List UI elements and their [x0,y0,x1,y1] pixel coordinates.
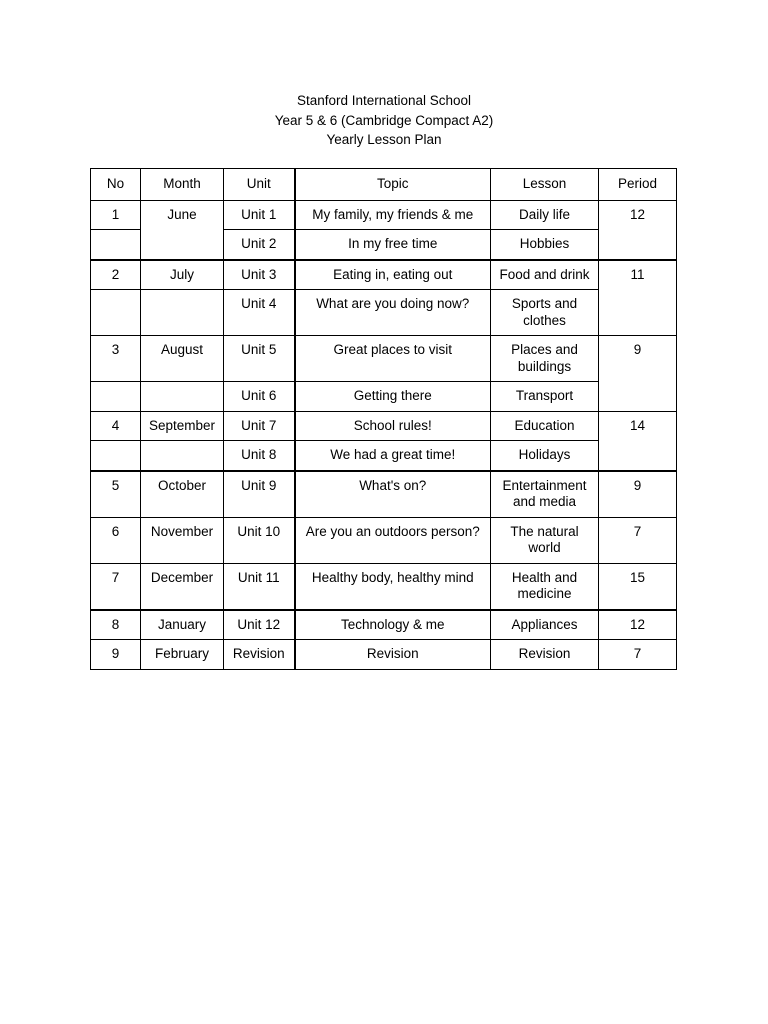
cell-period: 7 [599,640,677,670]
cell-month: July [141,260,224,290]
cell-period: 15 [599,563,677,610]
table-row [91,411,677,441]
cell-month [141,441,224,471]
cell-unit: Unit 1 [224,200,295,230]
cell-lesson: Revision [491,640,599,670]
cell-unit: Unit 10 [224,517,295,563]
cell-period: 14 [599,411,677,471]
header-period: Period [599,169,677,201]
table-row [91,517,677,563]
header-unit: Unit [224,169,295,201]
cell-no: 5 [91,471,141,518]
course-name: Year 5 & 6 (Cambridge Compact A2) [274,112,494,128]
cell-no: 8 [91,610,141,640]
cell-unit: Unit 2 [224,230,295,260]
cell-topic: In my free time [295,230,491,260]
cell-month: January [141,610,224,640]
cell-topic: What are you doing now? [295,290,491,336]
header-no: No [91,169,141,201]
lesson-plan-table [90,168,677,670]
table-row [91,563,677,610]
document-heading [0,91,768,150]
cell-month [141,290,224,336]
cell-unit: Unit 4 [224,290,295,336]
cell-period: 9 [599,471,677,518]
cell-unit: Unit 5 [224,336,295,382]
table-row [91,382,677,412]
cell-unit: Unit 11 [224,563,295,610]
cell-no [91,230,141,260]
cell-no: 1 [91,200,141,230]
cell-lesson: Hobbies [491,230,599,260]
cell-period: 12 [599,610,677,640]
cell-period: 12 [599,200,677,260]
cell-lesson: Holidays [491,441,599,471]
cell-unit: Unit 3 [224,260,295,290]
cell-lesson: The natural world [491,517,599,563]
cell-unit: Unit 7 [224,411,295,441]
cell-topic: School rules! [295,411,491,441]
school-name: Stanford International School [296,93,472,108]
cell-lesson: Daily life [491,200,599,230]
cell-unit: Unit 12 [224,610,295,640]
table-row [91,260,677,290]
cell-month: October [141,471,224,518]
cell-lesson: Sports and clothes [491,290,599,336]
table-row [91,290,677,336]
cell-topic: Getting there [295,382,491,412]
cell-period: 7 [599,517,677,563]
cell-topic: Eating in, eating out [295,260,491,290]
table-row [91,610,677,640]
cell-topic: Technology & me [295,610,491,640]
header-row [91,169,677,201]
cell-topic: Healthy body, healthy mind [295,563,491,610]
cell-unit: Unit 8 [224,441,295,471]
cell-month: November [141,517,224,563]
table-row [91,336,677,382]
header-month: Month [141,169,224,201]
cell-month: December [141,563,224,610]
header-topic: Topic [295,169,491,201]
table-row [91,640,677,670]
cell-lesson: Transport [491,382,599,412]
table-row [91,441,677,471]
cell-period: 9 [599,336,677,412]
cell-unit: Unit 6 [224,382,295,412]
cell-no: 9 [91,640,141,670]
cell-unit: Unit 9 [224,471,295,518]
cell-lesson: Appliances [491,610,599,640]
cell-lesson: Food and drink [491,260,599,290]
cell-month: June [141,200,224,260]
document-title: Yearly Lesson Plan [326,132,442,147]
cell-topic: We had a great time! [295,441,491,471]
cell-month: February [141,640,224,670]
cell-lesson: Places and buildings [491,336,599,382]
cell-no [91,441,141,471]
cell-topic: Revision [295,640,491,670]
cell-no: 4 [91,411,141,441]
cell-no [91,382,141,412]
table-row [91,471,677,518]
cell-topic: What's on? [295,471,491,518]
cell-topic: Are you an outdoors person? [295,517,491,563]
cell-month: August [141,336,224,382]
cell-no: 6 [91,517,141,563]
cell-lesson: Entertainment and media [491,471,599,518]
cell-topic: Great places to visit [295,336,491,382]
header-lesson: Lesson [491,169,599,201]
cell-month [141,382,224,412]
cell-no [91,290,141,336]
cell-period: 11 [599,260,677,336]
table-row [91,200,677,230]
cell-no: 3 [91,336,141,382]
cell-no: 7 [91,563,141,610]
cell-topic: My family, my friends & me [295,200,491,230]
cell-month: September [141,411,224,441]
cell-unit: Revision [224,640,295,670]
cell-no: 2 [91,260,141,290]
cell-lesson: Education [491,411,599,441]
cell-lesson: Health and medicine [491,563,599,610]
